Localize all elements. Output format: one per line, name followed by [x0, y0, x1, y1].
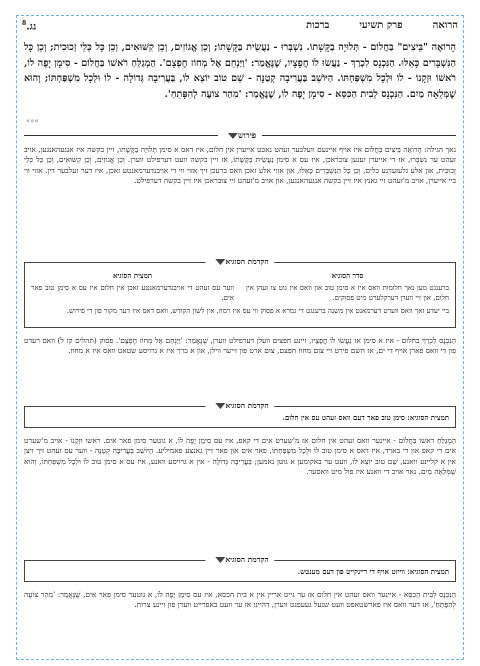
kerach-paragraph: הַנִּכְנָס לִכְרַךְ בחלום - איז א סימן אז נַעֲשׂוּ לוֹ חֲפָצָיו, זיינע חפצים וועלן דערפילט ווערן, שֶׁנֶּאֱמַר: 'וַיַּנְחֵם אֶל מְחוֹז חֶפְצָם'. פסוק (תהלים קז ל) וואס רעדט פון די וואס פארן אויף די ים, אז השם פירט זיי צום מחוז חפצם, צום ארט פון זייער ווילן, און א כרך איז א גרויסע שטאט וואס איז א מחוז.: [24, 336, 456, 356]
shaving-paragraph: הַמְגַלֵּחַ רֹאשׁוֹ בַּחֲלוֹם - איינער וואס זעהט אין חלום אז מ'שערט אים די קאפ, איז עס סִימָן יָפֶה לוֹ, א גוטער סימן פאר אים. רֹאשׁוֹ וּזְקָנוֹ - אויב מ'שערט אים די קאפ און די בארד, איז דאס א סימן טוב לוֹ וּלְכָל מִשְׁפַּחְתּוֹ, פאר אים און פאר זיין גאנצע פאמיליע. הַיּוֹשֵׁב בַּעֲרִיבָה קְטַנָּה - ווער עס זעהט זיך זיצן אין א קליינע וואנע, שֵׁם טוֹב יוֹצֵא לוֹ, וועט ער באקומען א גוטן נאמען; בַּעֲרִיבָה גְּדוֹלָה - אין א גרויסע וואנע, איז עס א סימן טוב לוֹ וּלְכָל מִשְׁפַּחְתּוֹ, וְהוּא שֶׁמְּלֵאָה מַיִם, נאר אויב די וואנע איז פול מיט וואסער.: [24, 436, 456, 477]
header-title-2: פרק תשיעי: [359, 20, 403, 31]
header-title-3: ברכות: [306, 20, 330, 31]
end-mark: «««: [26, 117, 39, 125]
intro-box-title: [205, 257, 274, 266]
explain-paragraph: נאך הגילה: הָרוֹאֶה בֵּיצִים בַּחֲלוֹם איז אויף איינעם וועלכער זעהט נאכט אייערן אין חלום, איז דאס א סימן תְּלוּיָה בַקָּשָׁתוֹ, זיין בקשה איז אנגעהאנגען, אויב זעהט ער נִשְׁבְּרוּ, אז די אייערן זענען צובראכן, איז עס א סימן נַעֲשֵׂית בַּקָּשָׁתוֹ, אז זיין בקשה וועט דערפילט ווערן. וְכֵן אֱגוֹזִים, וְכֵן קִשּׁוּאִים, וְכֵן כָּל כְּלֵי זְכוּכִית, און אלע גלעזערנע כלים, וְכֵן כָּל הַנִּשְׁבָּרִים כָּאֵלּוּ, און אזוי אלע זאכן וואס ברעכן זיך אזוי ווי די אויבנדערמאנטע זאכן, איז דער זעלבער דין. אזוי ווי ביי אייערן, אויב מ'זעהט זיי גאנץ איז זיין בקשה אנגעהאנגען, און אויב מ'זעהט זיי צובראכן איז זיין בקשה דערפילט.: [24, 145, 456, 186]
mishnah-text: הָרוֹאֶה "בֵּיצִים" בַּחֲלוֹם - תְּלוּיָה בַקָּשָׁתוֹ. נִשְׁבְּרוּ - נַעֲשֵׂית בַּקָּשָׁתוֹ; וְכֵן אֱגוֹזִים, וְכֵן קִשּׁוּאִים, וְכֵן כָּל כְּלֵי זְכוּכִית; וְכֵן כָּל הַנִּשְׁבָּרִים כָּאֵלּוּ. הַנִּכְנָס לִכְרַךְ - נַעֲשׂוּ לוֹ חֲפָצָיו, שֶׁנֶּאֱמַר: 'וַיַּנְחֵם אֶל מְחוֹז חֶפְצָם'. הַמְגַלֵּחַ רֹאשׁוֹ בַּחֲלוֹם - סִימָן יָפֶה לוֹ, רֹאשׁוֹ וּזְקָנוֹ - לוֹ וּלְכָל מִשְׁפַּחְתּוֹ. הַיּוֹשֵׁב בַּעֲרִיבָה קְטַנָּה - שֵׁם טוֹב יוֹצֵא לוֹ, בַּעֲרִיבָה גְּדוֹלָה - לוֹ וּלְכָל מִשְׁפַּחְתּוֹ; וְהוּא שֶׁמְּלֵאָה מַיִם. הַנִּכְנָס לְבִית הַכִּסֵּא - סִימָן יָפֶה לוֹ, שֶׁנֶּאֱמַר: 'מִהַר צוֹעֶה לְהִפָּתֵחַ'.: [24, 42, 456, 100]
explain-heading: [218, 130, 262, 140]
order-text: ברענגט מען נאך חלומות וואס איז א סימן טוב און וואס איז גוט צו זעהן אין חלום, און זיי ווערן דערקלערט מיט פסוקים.: [246, 284, 449, 302]
triangle-icon: [215, 557, 225, 563]
header-titles: [306, 20, 458, 32]
summary-text: ווער עס זעהט די אויבנדערמאנטע זאכן אין חלום איז עס א סימן טוב פאר אים.: [31, 284, 234, 302]
intro-box-title-text: הקדמת הסוגיא: [225, 257, 269, 266]
intro-box: [24, 257, 456, 328]
order-column: [246, 271, 449, 303]
summary-box-2: [24, 401, 456, 428]
triangle-icon: [228, 133, 238, 139]
summary-heading: תמצית הסוגיא: [112, 271, 153, 280]
summary-box-3-title: [205, 555, 274, 564]
triangle-icon: [215, 403, 225, 409]
page-number: [22, 20, 36, 32]
header-title-1: הרואה: [432, 20, 458, 31]
triangle-icon: [215, 259, 225, 265]
summary-box-3-text: תמצית הסוגיא: ווייזט אויף די ריינקייט פון דעם מענטש.: [297, 567, 449, 576]
summary-column: [31, 271, 234, 303]
summary-box-2-title-text: הקדמת הסוגיא: [225, 401, 269, 410]
intro-box-content: [31, 271, 449, 316]
beit-hakisse-paragraph: הַנִּכְנָס לְבִית הַכִּסֵּא - איינער וואס זעהט אין חלום אז ער גייט אריין אין א בית הכסא, איז עס סִימָן יָפֶה לוֹ, א גוטער סימן פאר אים, שֶׁנֶּאֱמַר: 'מִהַר צוֹעֶה לְהִפָּתֵחַ', אז דער וואס איז פארשטאפט וועט שנעל געעפנט ווערן, דהיינו אז ער וועט באפרייט ווערן פון זיינע צרות.: [24, 590, 456, 610]
page-number-text: נג.: [26, 21, 37, 33]
intro-bottom-text: ביי יעדע זאך וואס ווערט דערמאנט אין משנה ברענגט די גמרא א פסוק ווי עס איז רמוז, אין לשון הקודש, וואס דאס איז דער מקור פון די פירוש.: [66, 307, 449, 315]
summary-box-2-text: תמצית הסוגיא: סימן טוב פאר דעם וואס זעהט עס אין חלום.: [282, 413, 449, 422]
order-heading: סדר הסוגיא: [331, 271, 364, 280]
intro-columns: [31, 271, 449, 303]
explain-label: פירוש: [237, 130, 257, 140]
page-header: [22, 20, 458, 32]
summary-box-2-title: [205, 401, 274, 410]
summary-box-3-title-text: הקדמת הסוגיא: [225, 555, 269, 564]
summary-box-3: [24, 555, 456, 582]
page-number-sup: 8: [22, 20, 27, 27]
